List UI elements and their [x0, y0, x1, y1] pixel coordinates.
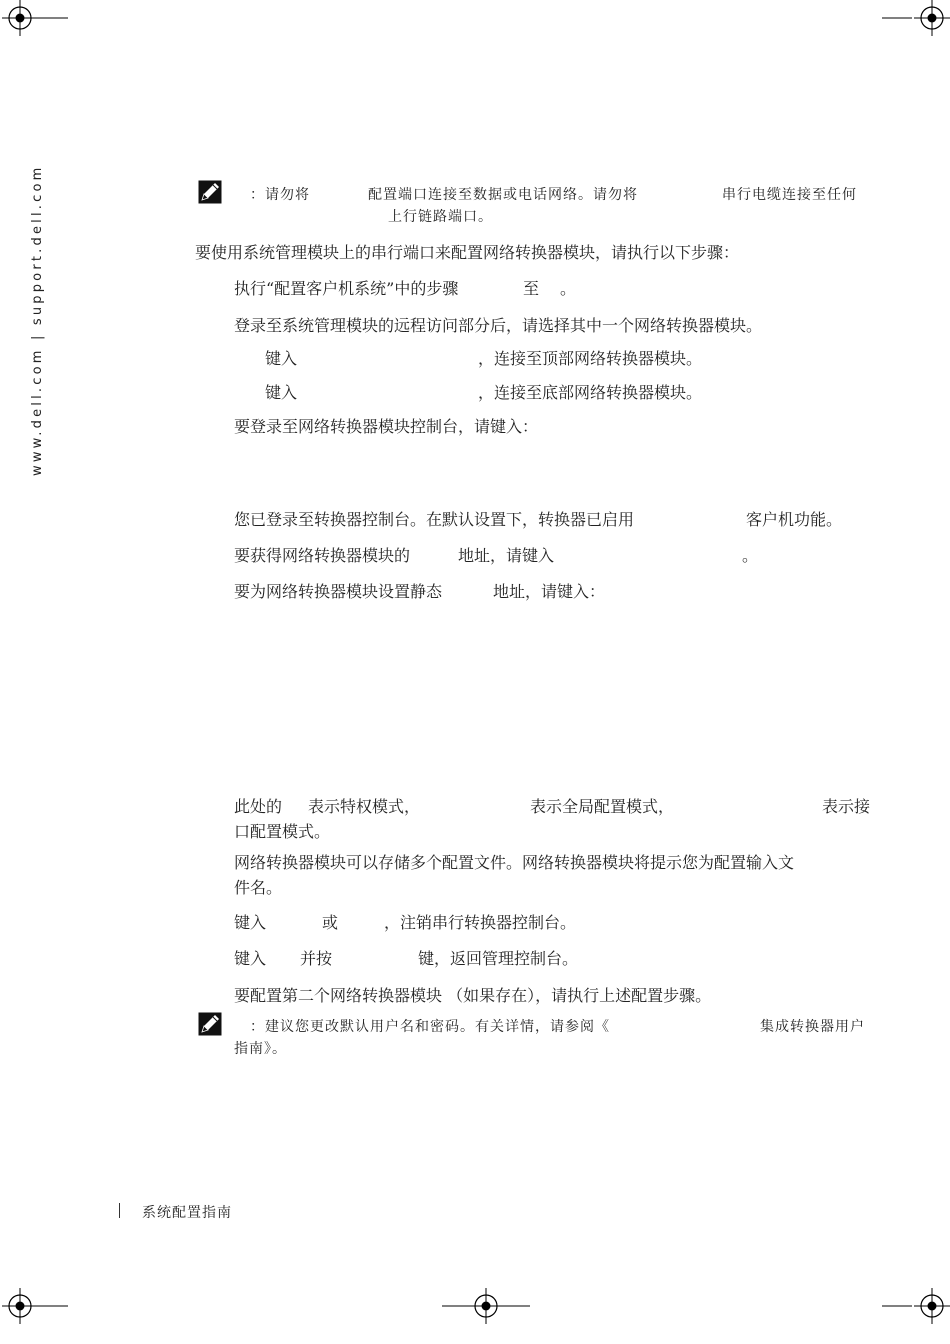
step4-text-b: 客户机功能。: [746, 510, 843, 529]
crop-line-top-left: [38, 17, 68, 19]
note2-text-part2: 集成转换器用户: [760, 1019, 865, 1035]
step2-text: 登录至系统管理模块的远程访问部分后，请选择其中一个网络转换器模块。: [234, 316, 763, 335]
step7-text-b: 表示特权模式，: [308, 797, 421, 816]
step10-text-a: 键入: [234, 949, 267, 968]
step2-sub2-text-b: ，连接至底部网络转换器模块。: [478, 383, 703, 402]
step2-sub2-text-a: 键入: [265, 383, 298, 402]
intro-paragraph: 要使用系统管理模块上的串行端口来配置网络转换器模块，请执行以下步骤：: [195, 243, 740, 262]
crop-line-bottom-right: [882, 1305, 912, 1307]
note2-text-line2: 指南》。: [234, 1041, 287, 1057]
crop-mark-top-left: [2, 0, 38, 36]
crop-line-top-right: [882, 17, 912, 19]
note1-text-part1: ：请勿将: [250, 187, 310, 203]
step7-text-line2: 口配置模式。: [234, 822, 331, 841]
note1-text-line2: 上行链路端口。: [388, 209, 493, 225]
note2-text-part1: ：建议您更改默认用户名和密码。有关详情，请参阅《: [250, 1019, 610, 1035]
step5-text-b: 地址，请键入: [458, 546, 555, 565]
step8-text-line1: 网络转换器模块可以存储多个配置文件。网络转换器模块将提示您为配置输入文: [234, 853, 795, 872]
crop-mark-top-right: [914, 0, 950, 36]
step10-text-c: 键，返回管理控制台。: [418, 949, 579, 968]
crop-mark-bottom-right: [914, 1288, 950, 1324]
step2-sub1-text-a: 键入: [265, 349, 298, 368]
step9-text-b: 或: [322, 913, 339, 932]
step2-sub1-text-b: ，连接至顶部网络转换器模块。: [478, 349, 703, 368]
step7-text-a: 此处的: [234, 797, 283, 816]
step11-text: 要配置第二个网络转换器模块 （如果存在），请执行上述配置步骤。: [234, 986, 712, 1005]
step1-text-a: 执行“配置客户机系统”中的步骤: [234, 279, 459, 298]
footer-divider: [119, 1203, 120, 1218]
step7-text-d: 表示接: [822, 797, 871, 816]
step3-text: 要登录至网络转换器模块控制台，请键入：: [234, 417, 539, 436]
note-pencil-icon: [198, 180, 222, 204]
step5-text-a: 要获得网络转换器模块的: [234, 546, 411, 565]
crop-line-bottom-center-left: [442, 1305, 468, 1307]
step6-text-b: 地址，请键入：: [493, 582, 606, 601]
crop-mark-bottom-center: [468, 1288, 504, 1324]
crop-line-bottom-center-right: [504, 1305, 530, 1307]
step5-text-c: 。: [742, 546, 759, 565]
step7-text-c: 表示全局配置模式，: [530, 797, 675, 816]
note-pencil-icon: [198, 1012, 222, 1036]
footer-title: 系统配置指南: [142, 1205, 232, 1221]
note1-text-part3: 串行电缆连接至任何: [722, 187, 857, 203]
side-url: www.dell.com | support.dell.com: [30, 164, 45, 476]
step8-text-line2: 件名。: [234, 878, 283, 897]
crop-line-bottom-left: [38, 1305, 68, 1307]
step1-text-c: 。: [560, 279, 577, 298]
step1-text-b: 至: [523, 279, 540, 298]
step4-text-a: 您已登录至转换器控制台。在默认设置下，转换器已启用: [234, 510, 635, 529]
step9-text-c: ，注销串行转换器控制台。: [384, 913, 577, 932]
step6-text-a: 要为网络转换器模块设置静态: [234, 582, 443, 601]
step9-text-a: 键入: [234, 913, 267, 932]
step10-text-b: 并按: [300, 949, 333, 968]
crop-mark-bottom-left: [2, 1288, 38, 1324]
note1-text-part2: 配置端口连接至数据或电话网络。请勿将: [368, 187, 638, 203]
